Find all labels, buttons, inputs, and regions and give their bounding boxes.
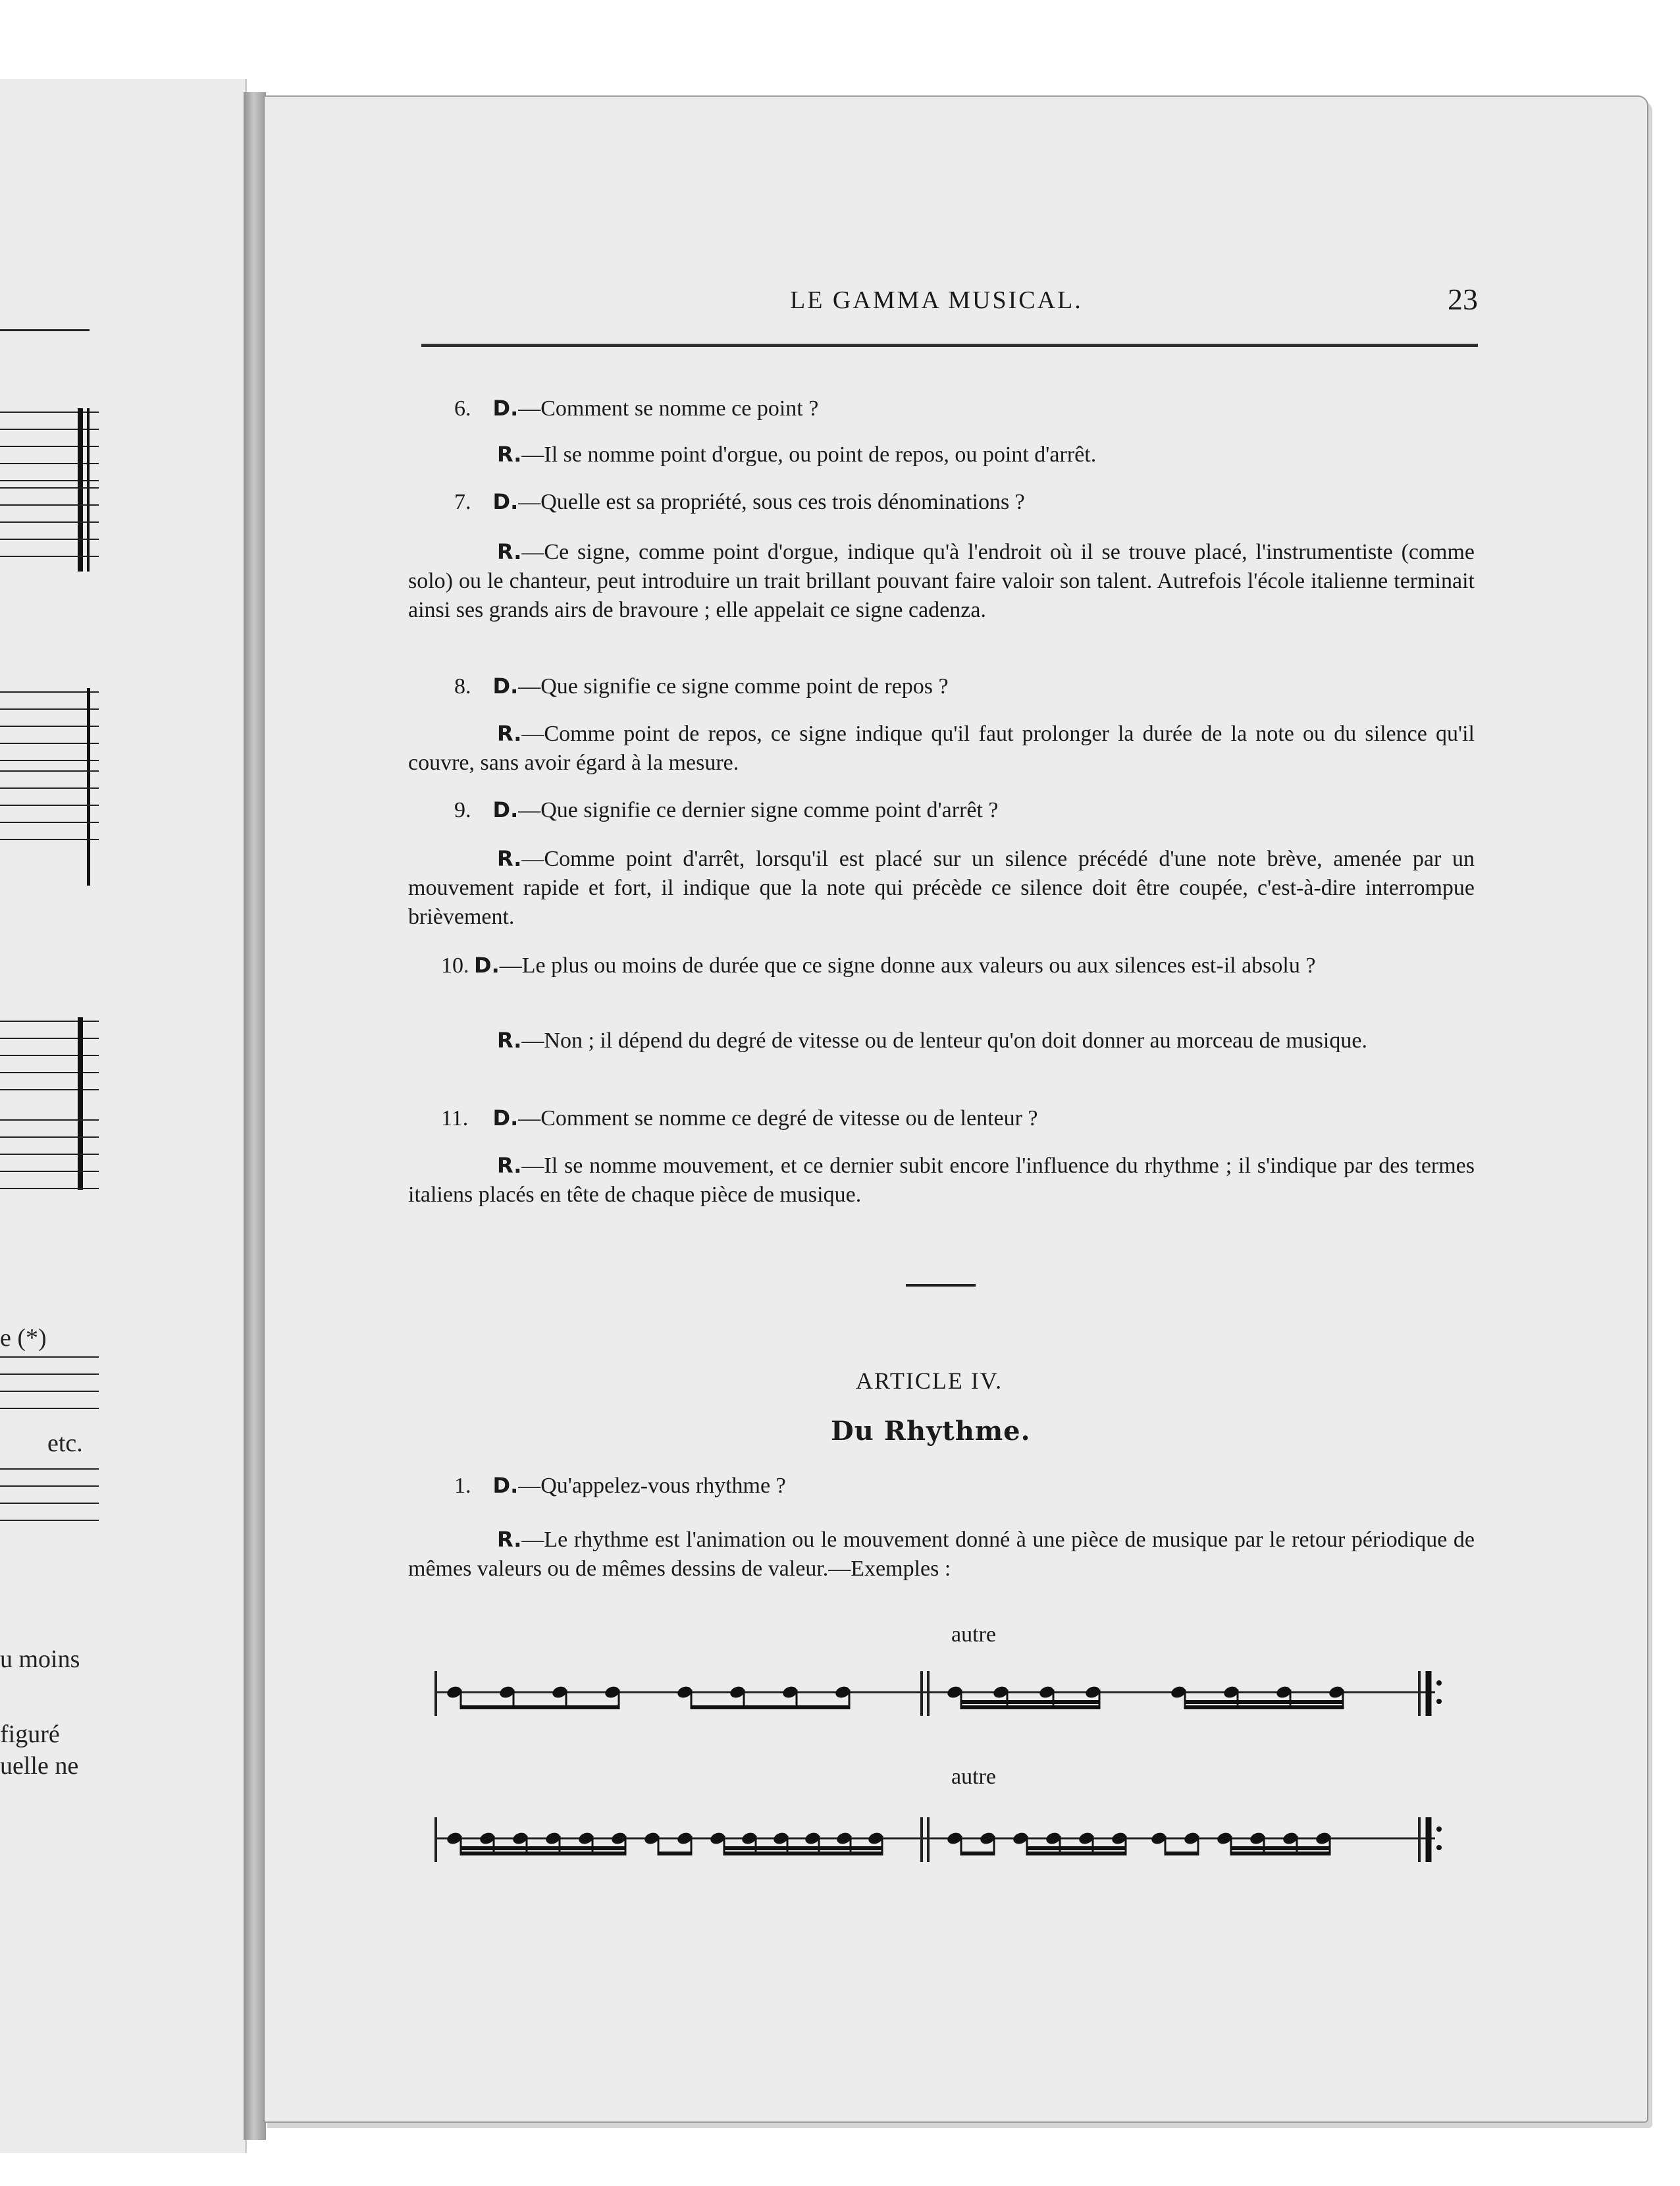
left-page xyxy=(0,79,247,2153)
question xyxy=(454,487,1025,517)
running-title: LE GAMMA MUSICAL. xyxy=(790,286,1083,314)
question-label: D. xyxy=(492,1106,519,1131)
note-beam xyxy=(1185,1700,1343,1704)
question-label: D. xyxy=(474,953,500,978)
answer xyxy=(408,844,1475,932)
note-beam xyxy=(1185,1705,1343,1709)
question-text: —Que signifie ce signe comme point de repos ? xyxy=(518,674,949,699)
answer xyxy=(408,537,1475,625)
note-beam xyxy=(461,1705,619,1709)
question xyxy=(454,1471,786,1501)
answer-label: R. xyxy=(497,846,522,871)
question-label: D. xyxy=(492,396,519,421)
question xyxy=(408,951,1475,980)
left-page-fragment: u moins xyxy=(0,1645,80,1673)
note-beam xyxy=(724,1852,882,1855)
note-beam xyxy=(461,1852,625,1855)
answer-label: R. xyxy=(497,1028,522,1053)
left-page-staff xyxy=(0,1119,99,1192)
rhythm-example-staff xyxy=(434,1658,1448,1730)
question-number: 10. xyxy=(441,953,469,978)
answer-label: R. xyxy=(497,442,522,467)
header-rule xyxy=(421,344,1478,347)
note-beam xyxy=(1027,1846,1126,1850)
answer xyxy=(408,1525,1475,1584)
question-label: D. xyxy=(492,797,519,822)
left-page-staff xyxy=(0,1021,99,1093)
question-text: —Que signifie ce dernier signe comme point d'arrêt ? xyxy=(518,798,999,822)
answer-text: —Non ; il dépend du degré de vitesse ou de lenteur qu'on doit donner au morceau de musique. xyxy=(521,1028,1367,1053)
left-page-fragment: etc. xyxy=(47,1429,83,1457)
question-label: D. xyxy=(492,1473,519,1498)
answer-label: R. xyxy=(497,539,522,564)
question-text: —Comment se nomme ce point ? xyxy=(518,396,819,421)
repeat-dot xyxy=(1436,1826,1442,1832)
note-beam xyxy=(1027,1852,1126,1855)
question-text: —Le plus ou moins de durée que ce signe donne aux valeurs ou aux silences est-il absolu ? xyxy=(499,953,1316,978)
answer-label: R. xyxy=(497,721,522,746)
question xyxy=(454,672,949,701)
question-number: 7. xyxy=(454,490,471,514)
answer xyxy=(408,1026,1475,1055)
page-header xyxy=(421,282,1478,328)
article-title: ARTICLE IV. xyxy=(856,1368,1003,1394)
note-beam xyxy=(1165,1852,1198,1855)
left-page-staff xyxy=(0,1468,99,1528)
repeat-dot xyxy=(1436,1845,1442,1850)
repeat-dot xyxy=(1436,1699,1442,1704)
answer-text: —Ce signe, comme point d'orgue, indique qu'à l'endroit où il se trouve placé, l'instrumentiste (comme solo) ou le chanteur, peut introduire un trait brillant pouvant faire valoir son talent. Autrefois l'école italienne terminait ainsi ses grands airs de bravoure ; elle appelait ce signe cadenza. xyxy=(408,540,1475,622)
question-text: —Quelle est sa propriété, sous ces trois dénominations ? xyxy=(518,490,1025,514)
question-number: 6. xyxy=(454,396,471,421)
left-page-fragment: uelle ne xyxy=(0,1752,79,1780)
question xyxy=(441,1104,1038,1133)
answer-text: —Il se nomme mouvement, et ce dernier subit encore l'influence du rhythme ; il s'indique par des termes italiens placés en tête de chaque pièce de musique. xyxy=(408,1154,1475,1207)
answer xyxy=(408,440,1475,469)
note-beam xyxy=(724,1846,882,1850)
answer-text: —Comme point d'arrêt, lorsqu'il est placé sur un silence précédé d'une note brève, amenée par un mouvement rapide et fort, il indique que la note qui précède ce silence doit être coupée, c'est-à-dire interrompue brièvement. xyxy=(408,847,1475,929)
answer-label: R. xyxy=(497,1153,522,1178)
answer-text: —Le rhythme est l'animation ou le mouvement donné à une pièce de musique par le retour périodique de mêmes valeurs ou de mêmes dessins de valeur.—Exemples : xyxy=(408,1528,1475,1581)
rhythm-example-staff xyxy=(434,1804,1448,1877)
question-text: —Comment se nomme ce degré de vitesse ou de lenteur ? xyxy=(518,1106,1038,1131)
page-number: 23 xyxy=(1448,282,1478,316)
example-label: autre xyxy=(951,1765,996,1789)
note-beam xyxy=(961,1705,1099,1709)
question-number: 11. xyxy=(441,1106,469,1131)
answer xyxy=(408,1151,1475,1210)
example-label: autre xyxy=(951,1622,996,1647)
note-beam xyxy=(961,1852,994,1855)
left-page-staff xyxy=(0,412,99,484)
note-beam xyxy=(691,1705,849,1709)
repeat-dot xyxy=(1436,1680,1442,1686)
question-label: D. xyxy=(492,489,519,514)
left-page-staff xyxy=(0,770,99,843)
book-gutter xyxy=(244,92,266,2140)
left-page-staff xyxy=(0,1356,99,1416)
left-page-fragment: figuré xyxy=(0,1720,60,1748)
note-beam xyxy=(1231,1852,1330,1855)
left-page-rule xyxy=(0,329,90,331)
answer-text: —Il se nomme point d'orgue, ou point de repos, ou point d'arrêt. xyxy=(521,442,1097,467)
article-separator xyxy=(906,1284,976,1287)
left-page-staff xyxy=(0,487,99,560)
note-beam xyxy=(461,1846,625,1850)
question-text: —Qu'appelez-vous rhythme ? xyxy=(518,1474,786,1498)
answer-label: R. xyxy=(497,1527,522,1552)
question xyxy=(454,394,818,423)
question-number: 8. xyxy=(454,674,471,699)
question-number: 9. xyxy=(454,798,471,822)
article-subtitle: Du Rhythme. xyxy=(831,1416,1031,1447)
answer xyxy=(408,719,1475,778)
left-page-fragment: e (*) xyxy=(0,1324,47,1352)
note-beam xyxy=(961,1700,1099,1704)
note-beam xyxy=(1231,1846,1330,1850)
answer-text: —Comme point de repos, ce signe indique qu'il faut prolonger la durée de la note ou du silence qu'il couvre, sans avoir égard à la mesure. xyxy=(408,722,1475,775)
question-number: 1. xyxy=(454,1474,471,1498)
left-page-staff xyxy=(0,691,99,764)
question xyxy=(454,795,999,825)
note-beam xyxy=(658,1852,691,1855)
question-label: D. xyxy=(492,674,519,699)
